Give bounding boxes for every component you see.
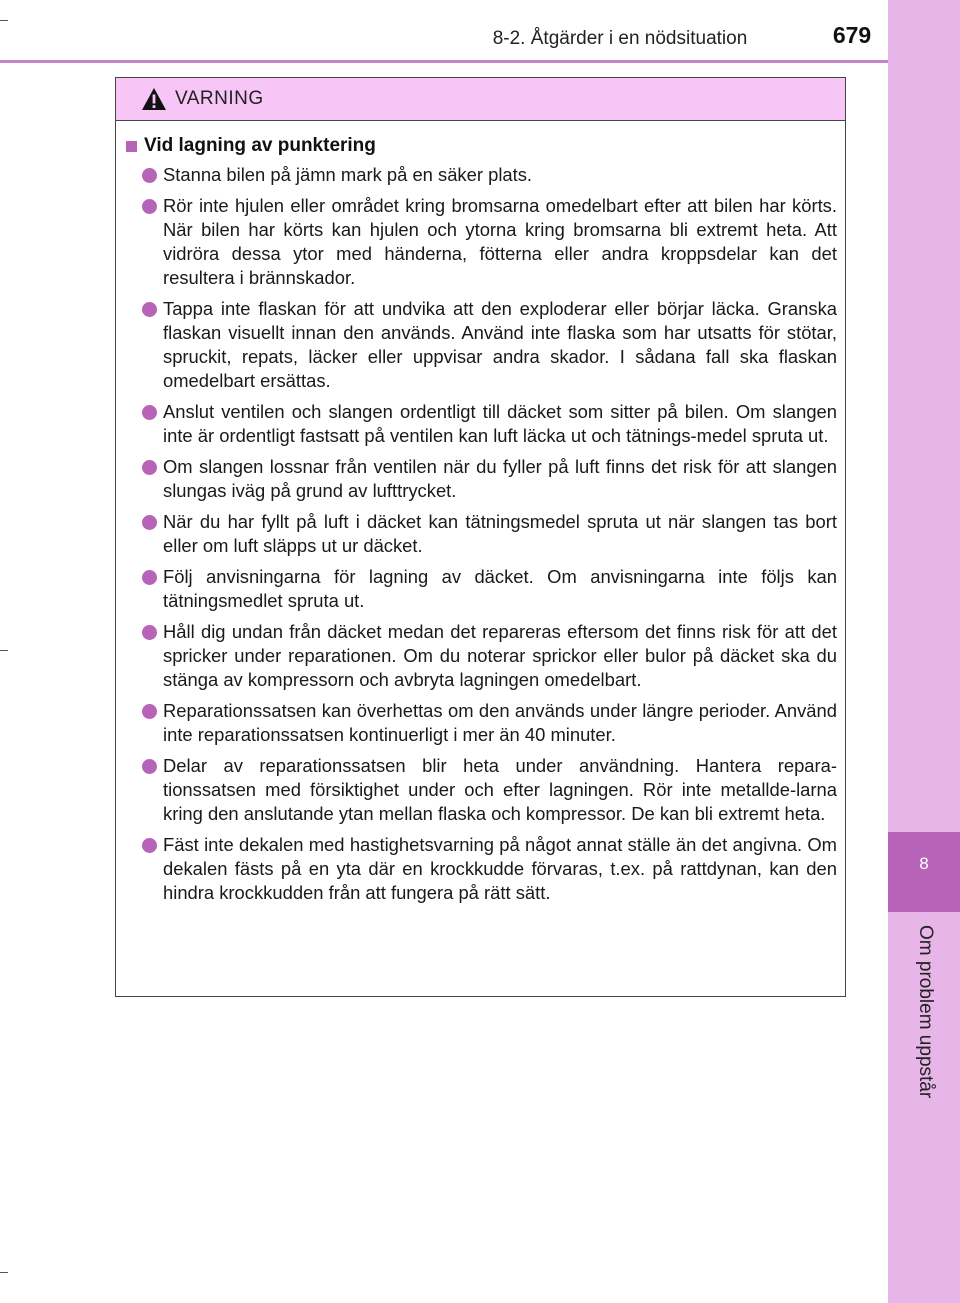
crop-mark bbox=[0, 20, 8, 21]
section-title: 8-2. Åtgärder i en nödsituation bbox=[492, 28, 748, 49]
list-item-text: När du har fyllt på luft i däcket kan tätningsmedel spruta ut när slangen tas bort eller om luft släpps ut ur däcket. bbox=[163, 511, 837, 556]
list-item-text: Delar av reparationssatsen blir heta under användning. Hantera repara-tionssatsen med försiktighet under och efter lagningen. Rör inte metallde-larna kring den anslutande ytan mellan flaska och kompressor. De kan bli extremt heta. bbox=[163, 755, 837, 824]
crop-mark bbox=[0, 650, 8, 651]
list-item bbox=[126, 620, 837, 692]
list-item bbox=[126, 400, 837, 448]
warning-header bbox=[116, 78, 845, 121]
warning-box bbox=[115, 77, 846, 997]
bullet-icon bbox=[142, 199, 157, 214]
bullet-icon bbox=[142, 515, 157, 530]
list-item-text: Rör inte hjulen eller området kring bromsarna omedelbart efter att bilen har körts. När bilen har körts kan hjulen och ytorna kring bromsarna bli extremt heta. Att vidröra dessa ytor med händerna, fötterna eller andra kroppsdelar kan det resultera i brännskador. bbox=[163, 195, 837, 288]
list-item bbox=[126, 565, 837, 613]
list-item-text: Följ anvisningarna för lagning av däcket. Om anvisningarna inte följs kan tätningsmedlet spruta ut. bbox=[163, 566, 837, 611]
warning-body bbox=[116, 121, 845, 905]
bullet-icon bbox=[142, 838, 157, 853]
list-item-text: Tappa inte flaskan för att undvika att den exploderar eller börjar läcka. Granska flaskan visuellt innan den används. Använd inte flaska som har utsatts för stötar, spruckit, repats, läcker eller uppvisar andra skador. I sådana fall ska flaskan omedelbart ersättas. bbox=[163, 298, 837, 391]
list-item-text: Håll dig undan från däcket medan det repareras eftersom det finns risk för att det spricker under reparationen. Om du noterar sprickor eller bulor på däcket ska du stänga av kompressorn och avbryta lagningen omedelbart. bbox=[163, 621, 837, 690]
square-bullet-icon bbox=[126, 141, 137, 152]
warning-label: VARNING bbox=[175, 88, 264, 109]
list-item-text: Anslut ventilen och slangen ordentligt till däcket som sitter på bilen. Om slangen inte är ordentligt fastsatt på ventilen kan luft läcka ut och tätnings-medel spruta ut. bbox=[163, 401, 837, 446]
bullet-icon bbox=[142, 168, 157, 183]
bullet-icon bbox=[142, 625, 157, 640]
bullet-icon bbox=[142, 302, 157, 317]
list-item bbox=[126, 833, 837, 905]
header-divider bbox=[0, 60, 888, 63]
crop-mark bbox=[0, 1272, 8, 1273]
bullet-icon bbox=[142, 460, 157, 475]
subheading-text: Vid lagning av punktering bbox=[144, 135, 376, 156]
page-number: 679 bbox=[832, 22, 872, 48]
list-item-text: Stanna bilen på jämn mark på en säker plats. bbox=[163, 164, 533, 185]
list-item bbox=[126, 699, 837, 747]
warning-triangle-icon bbox=[141, 87, 167, 111]
bullet-icon bbox=[142, 759, 157, 774]
list-item bbox=[126, 510, 837, 558]
list-item bbox=[126, 754, 837, 826]
bullet-icon bbox=[142, 704, 157, 719]
list-item-text: Om slangen lossnar från ventilen när du fyller på luft finns det risk för att slangen slungas iväg på grund av lufttrycket. bbox=[163, 456, 837, 501]
chapter-number: 8 bbox=[919, 854, 929, 873]
list-item-text: Reparationssatsen kan överhettas om den används under längre perioder. Använd inte reparationssatsen kontinuerligt i mer än 40 minuter. bbox=[163, 700, 837, 745]
bullet-icon bbox=[142, 405, 157, 420]
list-item bbox=[126, 455, 837, 503]
warning-subheading bbox=[126, 135, 837, 157]
list-item bbox=[126, 194, 837, 290]
chapter-title: Om problem uppstår bbox=[915, 925, 936, 1099]
list-item bbox=[126, 163, 837, 187]
list-item-text: Fäst inte dekalen med hastighetsvarning på något annat ställe än det angivna. Om dekalen fästs på en yta där en krockkudde förvaras, t.ex. på rattdynan, kan den hindra krockkudden från att fungera på rätt sätt. bbox=[163, 834, 837, 903]
bullet-icon bbox=[142, 570, 157, 585]
list-item bbox=[126, 297, 837, 393]
